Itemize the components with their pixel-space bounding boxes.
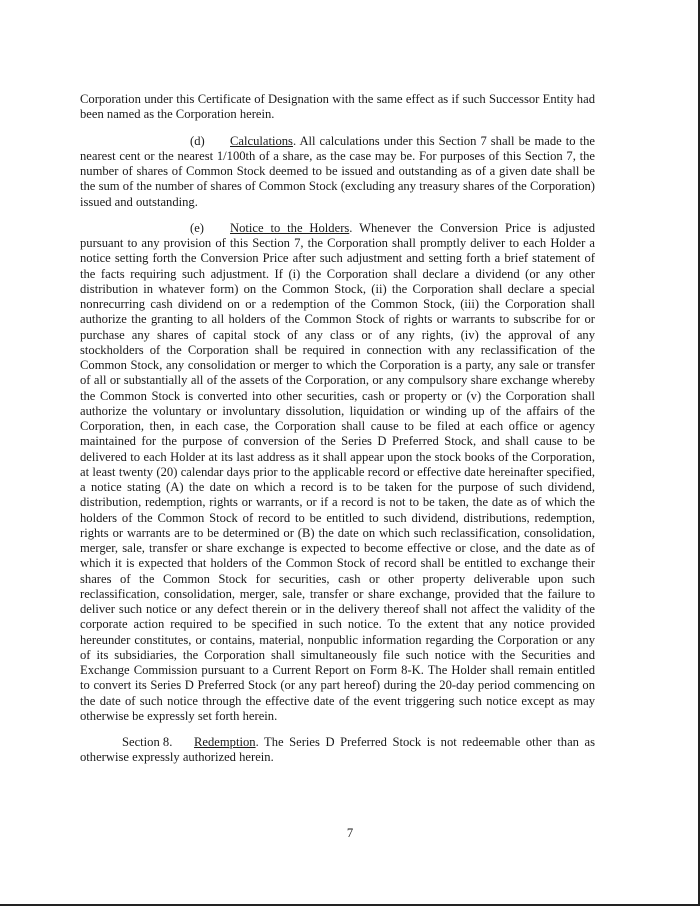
clause-heading-calculations: Calculations [230, 133, 293, 148]
clause-number-d: (d) [190, 133, 205, 148]
section-label: Section 8. [122, 735, 173, 749]
clause-number-e: (e) [190, 220, 204, 235]
clause-heading-notice: Notice to the Holders [230, 220, 350, 235]
paragraph-d-calculations [80, 134, 595, 210]
document-body [80, 92, 595, 777]
clause-text-notice: . Whenever the Conversion Price is adjusted pursuant to any provision of this Section 7, the Corporation shall promptly deliver to each Holder a notice setting forth the Conversion Price after such adjustment and setting forth a brief statement of the facts requiring such adjustment. If (i) the Corporation shall declare a dividend (or any other distribution in whatever form) on the Common Stock, (ii) the Corporation shall declare a special nonrecurring cash dividend on or a redemption of the Common Stock, (iii) the Corporation shall authorize the granting to all holders of the Common Stock of rights or warrants to subscribe for or purchase any shares of capital stock of any class or of any rights, (iv) the approval of any stockholders of the Corporation shall be required in connection with any reclassification of the Common Stock, any consolidation or merger to which the Corporation is a party, any sale or transfer of all or substantially all of the assets of the Corporation, or any compulsory share exchange whereby the Common Stock is converted into other securities, cash or property or (v) the Corporation shall authorize the voluntary or involuntary dissolution, liquidation or winding up of the affairs of the Corporation, then, in each case, the Corporation shall cause to be filed at each office or agency maintained for the purpose of conversion of the Series D Preferred Stock, and shall cause to be delivered to each Holder at its last address as it shall appear upon the stock books of the Corporation, at least twenty (20) calendar days prior to the applicable record or effective date hereinafter specified, a notice stating (A) the date on which a record is to be taken for the purpose of such dividend, distribution, redemption, rights or warrants, or if a record is not to be taken, the date as of which the holders of the Common Stock of record to be entitled to such dividend, distributions, redemption, rights or warrants are to be determined or (B) the date on which such reclassification, consolidation, merger, sale, transfer or share exchange is expected to become effective or close, and the date as of which it is expected that holders of the Common Stock of record shall be entitled to exchange their shares of the Common Stock for securities, cash or other property deliverable upon such reclassification, consolidation, merger, sale, transfer or share exchange, provided that the failure to deliver such notice or any defect therein or in the delivery thereof shall not affect the validity of the corporate action required to be specified in such notice. To the extent that any notice provided hereunder constitutes, or contains, material, nonpublic information regarding the Corporation or any of its subsidiaries, the Corporation shall simultaneously file such notice with the Securities and Exchange Commission pursuant to a Current Report on Form 8-K. The Holder shall remain entitled to convert its Series D Preferred Stock (or any part hereof) during the 20-day period commencing on the date of such notice through the effective date of the event triggering such notice except as may otherwise be expressly set forth herein. [80, 220, 595, 723]
paragraph-section-8 [80, 735, 595, 766]
section-text-redemption: . The Series D Preferred Stock is not redeemable other than as otherwise expressly authorized herein. [80, 735, 595, 765]
paragraph-continuation [80, 92, 595, 123]
section-heading-redemption: Redemption [194, 735, 256, 749]
clause-text-calculations: . All calculations under this Section 7 shall be made to the nearest cent or the nearest 1/100th of a share, as the case may be. For purposes of this Section 7, the number of shares of Common Stock deemed to be issued and outstanding as of a given date shall be the sum of the number of shares of Common Stock (excluding any treasury shares of the Corporation) issued and outstanding. [80, 133, 595, 209]
paragraph-e-notice [80, 221, 595, 724]
page-number: 7 [346, 826, 354, 840]
paragraph-continuation-text: Corporation under this Certificate of Designation with the same effect as if such Successor Entity had been named as the Corporation herein. [80, 92, 595, 122]
